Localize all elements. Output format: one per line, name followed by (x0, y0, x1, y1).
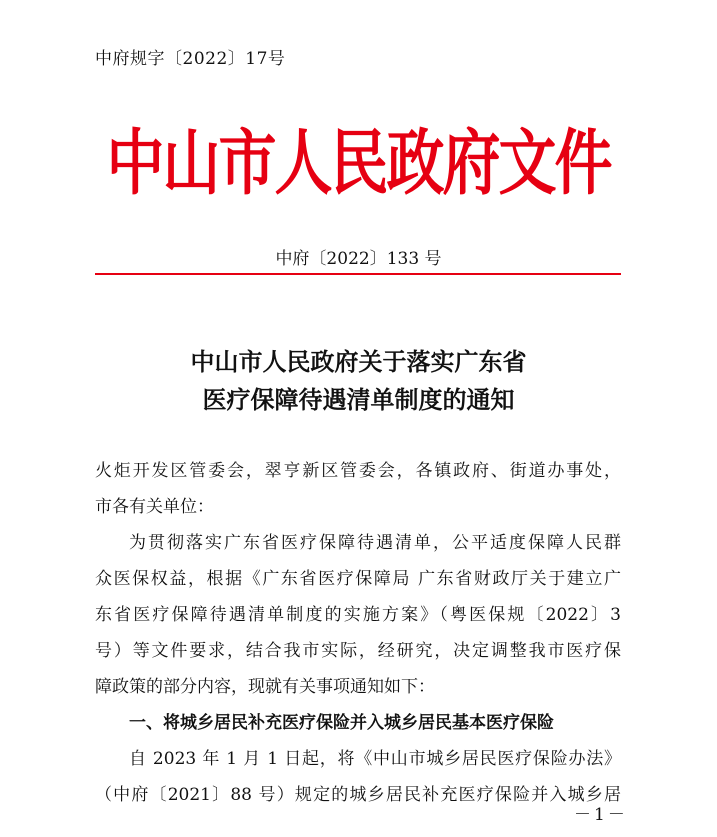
paragraph-line: 东省医疗保障待遇清单制度的实施方案》（粤医保规〔2022〕3 (95, 605, 621, 625)
paragraph-line: 为贯彻落实广东省医疗保障待遇清单，公平适度保障人民群 (129, 533, 621, 553)
document-number: 中府〔2022〕133 号 (275, 249, 442, 269)
section-heading-1: 一、将城乡居民补充医疗保险并入城乡居民基本医疗保险 (129, 713, 554, 733)
page-number: －1－ (574, 805, 628, 825)
paragraph-line: 自 2023 年 1 月 1 日起，将《中山市城乡居民医疗保险办法》 (129, 749, 621, 769)
paragraph-line: 号）等文件要求，结合我市实际，经研究，决定调整我市医疗保 (95, 641, 621, 661)
red-divider (95, 273, 621, 275)
notice-title-line-2: 医疗保障待遇清单制度的通知 (202, 385, 515, 414)
masthead-title: 中山市人民政府文件 (106, 121, 611, 205)
paragraph-line: 众医保权益，根据《广东省医疗保障局 广东省财政厅关于建立广 (95, 569, 621, 589)
regulation-number: 中府规字〔2022〕17号 (95, 49, 286, 69)
paragraph-line: （中府〔2021〕88 号）规定的城乡居民补充医疗保险并入城乡居 (95, 785, 621, 805)
paragraph-line: 障政策的部分内容，现就有关事项通知如下： (95, 677, 435, 697)
notice-title-line-1: 中山市人民政府关于落实广东省 (190, 347, 527, 376)
addressee-line: 火炬开发区管委会，翠亨新区管委会，各镇政府、街道办事处， (95, 461, 621, 481)
addressee-line: 市各有关单位： (95, 497, 214, 517)
